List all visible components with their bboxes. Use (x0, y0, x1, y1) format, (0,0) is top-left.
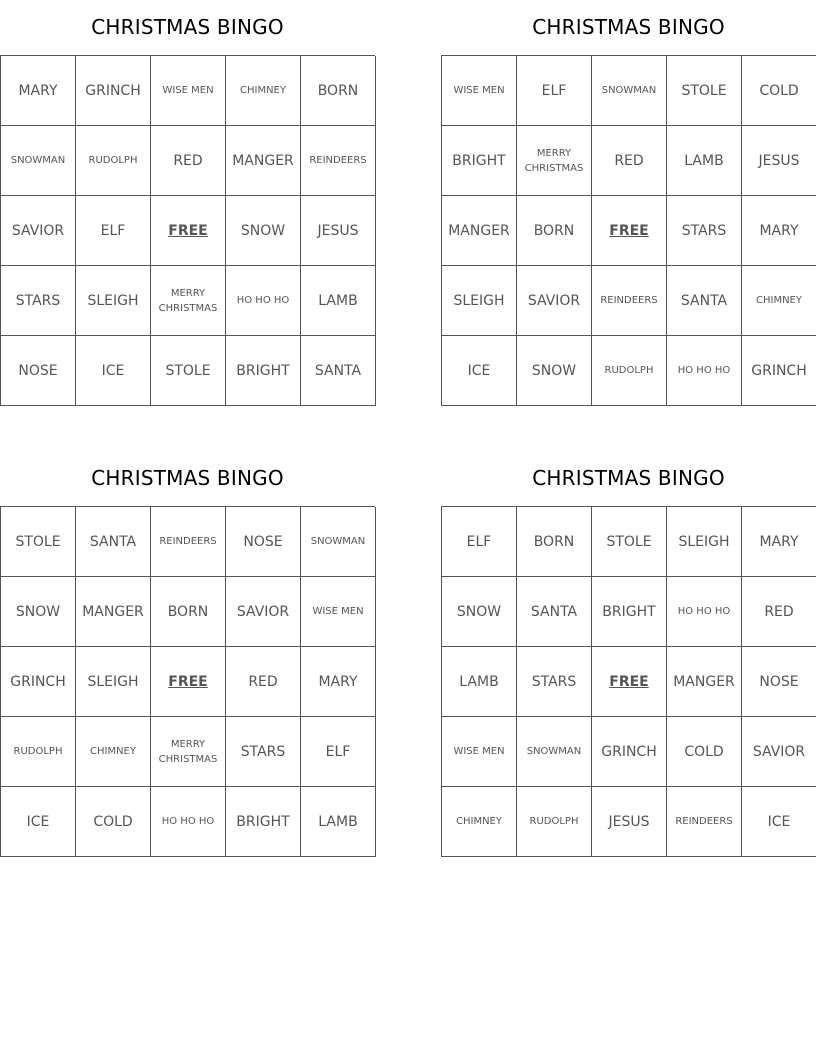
bingo-cell: RED (592, 126, 667, 196)
bingo-cell: CHIMNEY (226, 56, 301, 126)
bingo-cell: SLEIGH (76, 647, 151, 717)
bingo-card-2 (441, 0, 816, 406)
bingo-cell: MARY (742, 507, 816, 577)
free-space-cell: FREE (592, 196, 667, 266)
card-title: CHRISTMAS BINGO (91, 15, 284, 39)
bingo-cell: BRIGHT (442, 126, 517, 196)
bingo-cell: CHIMNEY (76, 717, 151, 787)
bingo-grid (441, 55, 816, 406)
bingo-cell: RED (226, 647, 301, 717)
bingo-cell: COLD (76, 787, 151, 857)
bingo-cell: MARY (742, 196, 816, 266)
bingo-cell: STOLE (592, 507, 667, 577)
bingo-cell: BRIGHT (592, 577, 667, 647)
bingo-cell: REINDEERS (301, 126, 376, 196)
free-space-cell: FREE (151, 647, 226, 717)
bingo-cell: SNOW (226, 196, 301, 266)
bingo-cell: MANGER (76, 577, 151, 647)
bingo-cell: NOSE (742, 647, 816, 717)
bingo-cell: STOLE (1, 507, 76, 577)
card-title: CHRISTMAS BINGO (91, 466, 284, 490)
bingo-cell: STARS (667, 196, 742, 266)
bingo-cell: WISE MEN (442, 56, 517, 126)
bingo-cell: SNOWMAN (517, 717, 592, 787)
bingo-cell: COLD (742, 56, 816, 126)
bingo-cell: SNOWMAN (301, 507, 376, 577)
bingo-cell: GRINCH (592, 717, 667, 787)
bingo-cell: ICE (442, 336, 517, 406)
bingo-cell: ELF (76, 196, 151, 266)
bingo-cell: SAVIOR (226, 577, 301, 647)
bingo-cell: HO HO HO (667, 577, 742, 647)
bingo-cell: MARY (301, 647, 376, 717)
bingo-cell: STARS (517, 647, 592, 717)
bingo-cell: CHIMNEY (442, 787, 517, 857)
bingo-cell: HO HO HO (226, 266, 301, 336)
card-title: CHRISTMAS BINGO (532, 466, 725, 490)
bingo-cell: BORN (517, 507, 592, 577)
bingo-cell: CHIMNEY (742, 266, 816, 336)
bingo-cell: MANGER (442, 196, 517, 266)
bingo-cell: MARY (1, 56, 76, 126)
bingo-grid (441, 506, 816, 857)
bingo-cell: SLEIGH (442, 266, 517, 336)
bingo-cell: LAMB (301, 266, 376, 336)
bingo-cell: HO HO HO (667, 336, 742, 406)
bingo-cell: MERRY CHRISTMAS (517, 126, 592, 196)
bingo-cell: ELF (517, 56, 592, 126)
bingo-cell: WISE MEN (301, 577, 376, 647)
bingo-card-1 (0, 0, 375, 406)
bingo-card-3 (0, 451, 375, 857)
bingo-cell: NOSE (226, 507, 301, 577)
bingo-cell: ICE (1, 787, 76, 857)
bingo-cell: LAMB (442, 647, 517, 717)
bingo-cell: SNOW (517, 336, 592, 406)
bingo-cell: STARS (1, 266, 76, 336)
bingo-cell: MERRY CHRISTMAS (151, 717, 226, 787)
bingo-cell: BRIGHT (226, 787, 301, 857)
bingo-cell: STOLE (667, 56, 742, 126)
bingo-cell: MANGER (667, 647, 742, 717)
bingo-grid (0, 506, 375, 857)
bingo-cell: BORN (517, 196, 592, 266)
bingo-cell: JESUS (592, 787, 667, 857)
bingo-cell: SLEIGH (76, 266, 151, 336)
bingo-cell: ELF (301, 717, 376, 787)
free-space-cell: FREE (151, 196, 226, 266)
bingo-cell: SLEIGH (667, 507, 742, 577)
bingo-cell: RUDOLPH (76, 126, 151, 196)
bingo-cell: GRINCH (742, 336, 816, 406)
bingo-cell: SNOW (1, 577, 76, 647)
bingo-cell: GRINCH (1, 647, 76, 717)
bingo-grid (0, 55, 375, 406)
bingo-cell: STOLE (151, 336, 226, 406)
bingo-cell: REINDEERS (151, 507, 226, 577)
bingo-cell: RED (742, 577, 816, 647)
bingo-cell: SAVIOR (1, 196, 76, 266)
bingo-card-4 (441, 451, 816, 857)
bingo-cell: ICE (742, 787, 816, 857)
bingo-cell: SANTA (517, 577, 592, 647)
bingo-cell: SNOWMAN (1, 126, 76, 196)
bingo-cell: JESUS (742, 126, 816, 196)
bingo-cell: BRIGHT (226, 336, 301, 406)
bingo-cell: SNOW (442, 577, 517, 647)
bingo-cell: REINDEERS (592, 266, 667, 336)
bingo-cell: SAVIOR (517, 266, 592, 336)
bingo-cell: ICE (76, 336, 151, 406)
bingo-cell: BORN (151, 577, 226, 647)
bingo-cell: RUDOLPH (1, 717, 76, 787)
bingo-cell: WISE MEN (442, 717, 517, 787)
bingo-cell: LAMB (301, 787, 376, 857)
bingo-cell: SAVIOR (742, 717, 816, 787)
bingo-cell: RUDOLPH (517, 787, 592, 857)
bingo-cell: BORN (301, 56, 376, 126)
free-space-cell: FREE (592, 647, 667, 717)
bingo-cell: STARS (226, 717, 301, 787)
bingo-cell: LAMB (667, 126, 742, 196)
bingo-cell: ELF (442, 507, 517, 577)
bingo-cell: RED (151, 126, 226, 196)
bingo-cell: SNOWMAN (592, 56, 667, 126)
bingo-cell: SANTA (667, 266, 742, 336)
bingo-cell: SANTA (76, 507, 151, 577)
bingo-cell: NOSE (1, 336, 76, 406)
bingo-cell: REINDEERS (667, 787, 742, 857)
bingo-cell: GRINCH (76, 56, 151, 126)
bingo-cell: HO HO HO (151, 787, 226, 857)
bingo-cell: MANGER (226, 126, 301, 196)
bingo-cell: WISE MEN (151, 56, 226, 126)
bingo-cell: COLD (667, 717, 742, 787)
bingo-cell: MERRY CHRISTMAS (151, 266, 226, 336)
bingo-cell: JESUS (301, 196, 376, 266)
bingo-cell: SANTA (301, 336, 376, 406)
bingo-cell: RUDOLPH (592, 336, 667, 406)
card-title: CHRISTMAS BINGO (532, 15, 725, 39)
